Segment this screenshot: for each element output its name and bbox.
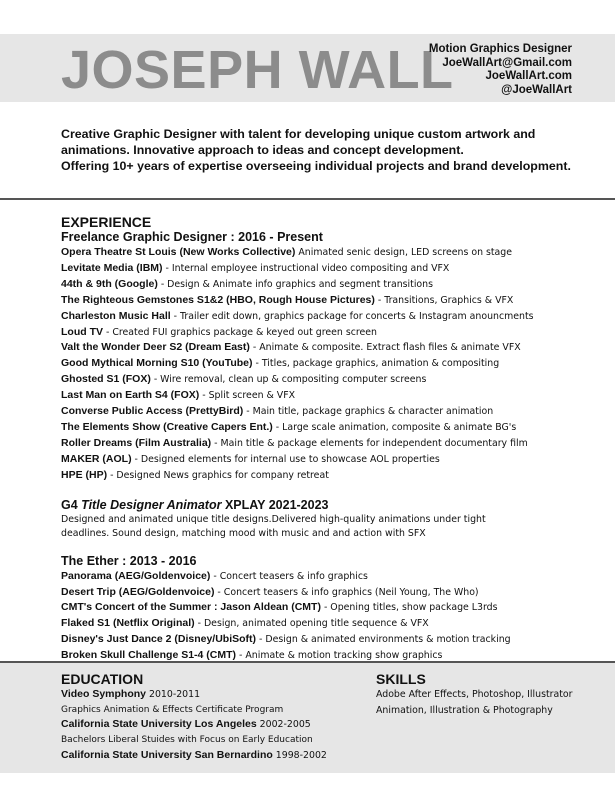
job-item <box>61 293 601 309</box>
job-item <box>61 277 601 293</box>
summary <box>61 126 581 174</box>
job-item <box>61 261 601 277</box>
job-detail: - Split screen & VFX <box>199 390 296 402</box>
job-item <box>61 340 601 356</box>
job-client: Good Mythical Morning S10 (YouTube) <box>61 357 253 370</box>
website-link[interactable]: JoeWallArt.com <box>485 70 572 82</box>
job-client: Last Man on Earth S4 (FOX) <box>61 389 200 402</box>
job-client: Loud TV <box>61 325 103 338</box>
job-item <box>61 420 601 436</box>
job-detail: - Designed elements for internal use to showcase AOL properties <box>131 453 440 465</box>
job-client: Panorama (AEG/Goldenvoice) <box>61 569 211 582</box>
job-detail: - Opening titles, show package L3rds <box>320 602 498 614</box>
job-item <box>61 616 601 632</box>
skills-line: Animation, Illustration & Photography <box>376 704 553 716</box>
education-entry <box>61 687 327 703</box>
divider <box>0 198 615 200</box>
skills-section <box>376 671 606 718</box>
job-detail: - Wire removal, clean up & compositing computer screens <box>150 374 427 386</box>
summary-line: Creative Graphic Designer with talent for developing unique custom artwork and <box>61 127 536 141</box>
school-years: 2010-2011 <box>146 689 201 700</box>
job-item <box>61 356 601 372</box>
summary-line: Offering 10+ years of expertise overseeing individual projects and brand development. <box>61 159 571 173</box>
job-item-list <box>61 569 601 664</box>
job-title-prefix: G4 <box>61 497 82 512</box>
job-client: CMT's Concert of the Summer : Jason Aldean (CMT) <box>61 601 321 614</box>
job-detail: - Animate & motion tracking show graphics <box>236 650 443 662</box>
job-title: The Ether : 2013 - 2016 <box>61 553 197 568</box>
job-client: MAKER (AOL) <box>61 452 132 465</box>
job-client: Roller Dreams (Film Australia) <box>61 436 212 449</box>
job-item <box>61 600 601 616</box>
social-handle[interactable]: @JoeWallArt <box>501 83 572 96</box>
job-client: Valt the Wonder Deer S2 (Dream East) <box>61 341 250 354</box>
job-title-role: Title Designer Animator <box>81 497 222 512</box>
job-item <box>61 468 601 484</box>
job-client: Opera Theatre St Louis (New Works Collective) <box>61 246 296 258</box>
job-item-list <box>61 245 601 484</box>
skills-heading: SKILLS <box>376 671 426 687</box>
job-detail: - Titles, package graphics, animation & compositing <box>252 358 500 370</box>
candidate-name: JOSEPH WALL <box>61 40 454 100</box>
job-client: HPE (HP) <box>61 468 108 481</box>
education-entry <box>61 717 327 733</box>
job-client: Levitate Media (IBM) <box>61 261 163 274</box>
job-client: 44th & 9th (Google) <box>61 277 158 290</box>
job-client: Flaked S1 (Netflix Original) <box>61 617 195 630</box>
education-entry <box>61 748 327 764</box>
job-detail: - Transitions, Graphics & VFX <box>374 294 514 306</box>
job-detail: - Main title, package graphics & character animation <box>243 406 494 418</box>
job-client: The Righteous Gemstones S1&2 (HBO, Rough House Pictures) <box>61 293 375 306</box>
job-detail: - Designed News graphics for company retreat <box>107 469 329 481</box>
skills-line: Adobe After Effects, Photoshop, Illustrator <box>376 689 573 700</box>
job-detail: - Main title & package elements for independent documentary film <box>211 437 528 449</box>
education-section <box>61 671 327 764</box>
job-detail: - Large scale animation, composite & animate BG's <box>272 421 517 433</box>
job-item <box>61 585 601 601</box>
job-client: Ghosted S1 (FOX) <box>61 373 151 386</box>
school-name: California State University San Bernardino <box>61 748 273 761</box>
job-item <box>61 325 601 341</box>
job-item <box>61 404 601 420</box>
job-detail: Animated senic design, LED screens on stage <box>295 247 513 258</box>
job-detail: - Created FUI graphics package & keyed out green screen <box>103 326 378 338</box>
job-detail: - Design & Animate info graphics and segment transitions <box>157 278 433 290</box>
job-detail: - Design & animated environments & motion tracking <box>256 634 511 646</box>
job-item <box>61 372 601 388</box>
job-item <box>61 388 601 404</box>
job-client: Desert Trip (AEG/Goldenvoice) <box>61 585 215 598</box>
job-item <box>61 569 601 585</box>
school-years: 2002-2005 <box>256 719 311 731</box>
job-client: Broken Skull Challenge S1-4 (CMT) <box>61 649 237 662</box>
job-role: Motion Graphics Designer <box>428 43 572 55</box>
education-heading: EDUCATION <box>61 671 144 687</box>
job-item <box>61 309 601 325</box>
job-item <box>61 452 601 468</box>
job-title <box>61 498 601 513</box>
job-title-suffix: XPLAY 2021-2023 <box>221 497 329 512</box>
job-title: Freelance Graphic Designer : 2016 - Present <box>61 230 323 244</box>
job-detail: - Internal employee instructional video compositing and VFX <box>162 262 450 274</box>
job-client: Charleston Music Hall <box>61 309 171 322</box>
education-program: Bachelors Liberal Stuides with Focus on Early Education <box>61 735 313 746</box>
job-detail: - Design, animated opening title sequence & VFX <box>194 618 429 630</box>
job-detail: - Animate & composite. Extract flash files & animate VFX <box>249 342 521 354</box>
job-client: Converse Public Access (PrettyBird) <box>61 405 244 418</box>
school-years: 1998-2002 <box>272 749 327 761</box>
summary-line: animations. Innovative approach to ideas and concept development. <box>61 143 464 157</box>
job-item <box>61 632 601 648</box>
job-detail: - Concert teasers & info graphics <box>210 570 368 582</box>
job-item <box>61 436 601 452</box>
experience-heading: EXPERIENCE <box>61 214 152 230</box>
job-description: Designed and animated unique title designs.Delivered high-quality animations under tight deadlines. Sound design, matching mood with music and and action with SFX <box>61 513 486 540</box>
school-name: California State University Los Angeles <box>61 718 257 731</box>
job-client: Disney's Just Dance 2 (Disney/UbiSoft) <box>61 633 257 646</box>
job-detail: - Concert teasers & info graphics (Neil Young, The Who) <box>214 586 479 598</box>
job-item <box>61 245 601 261</box>
email-link[interactable]: JoeWallArt@Gmail.com <box>442 56 572 69</box>
contact-block <box>429 43 572 97</box>
education-program: Graphics Animation & Effects Certificate Program <box>61 704 284 715</box>
school-name: Video Symphony <box>61 688 146 700</box>
job-client: The Elements Show (Creative Capers Ent.) <box>61 420 273 433</box>
job-detail: - Trailer edit down, graphics package for concerts & Instagram anouncments <box>170 310 534 322</box>
experience-section <box>61 214 601 664</box>
